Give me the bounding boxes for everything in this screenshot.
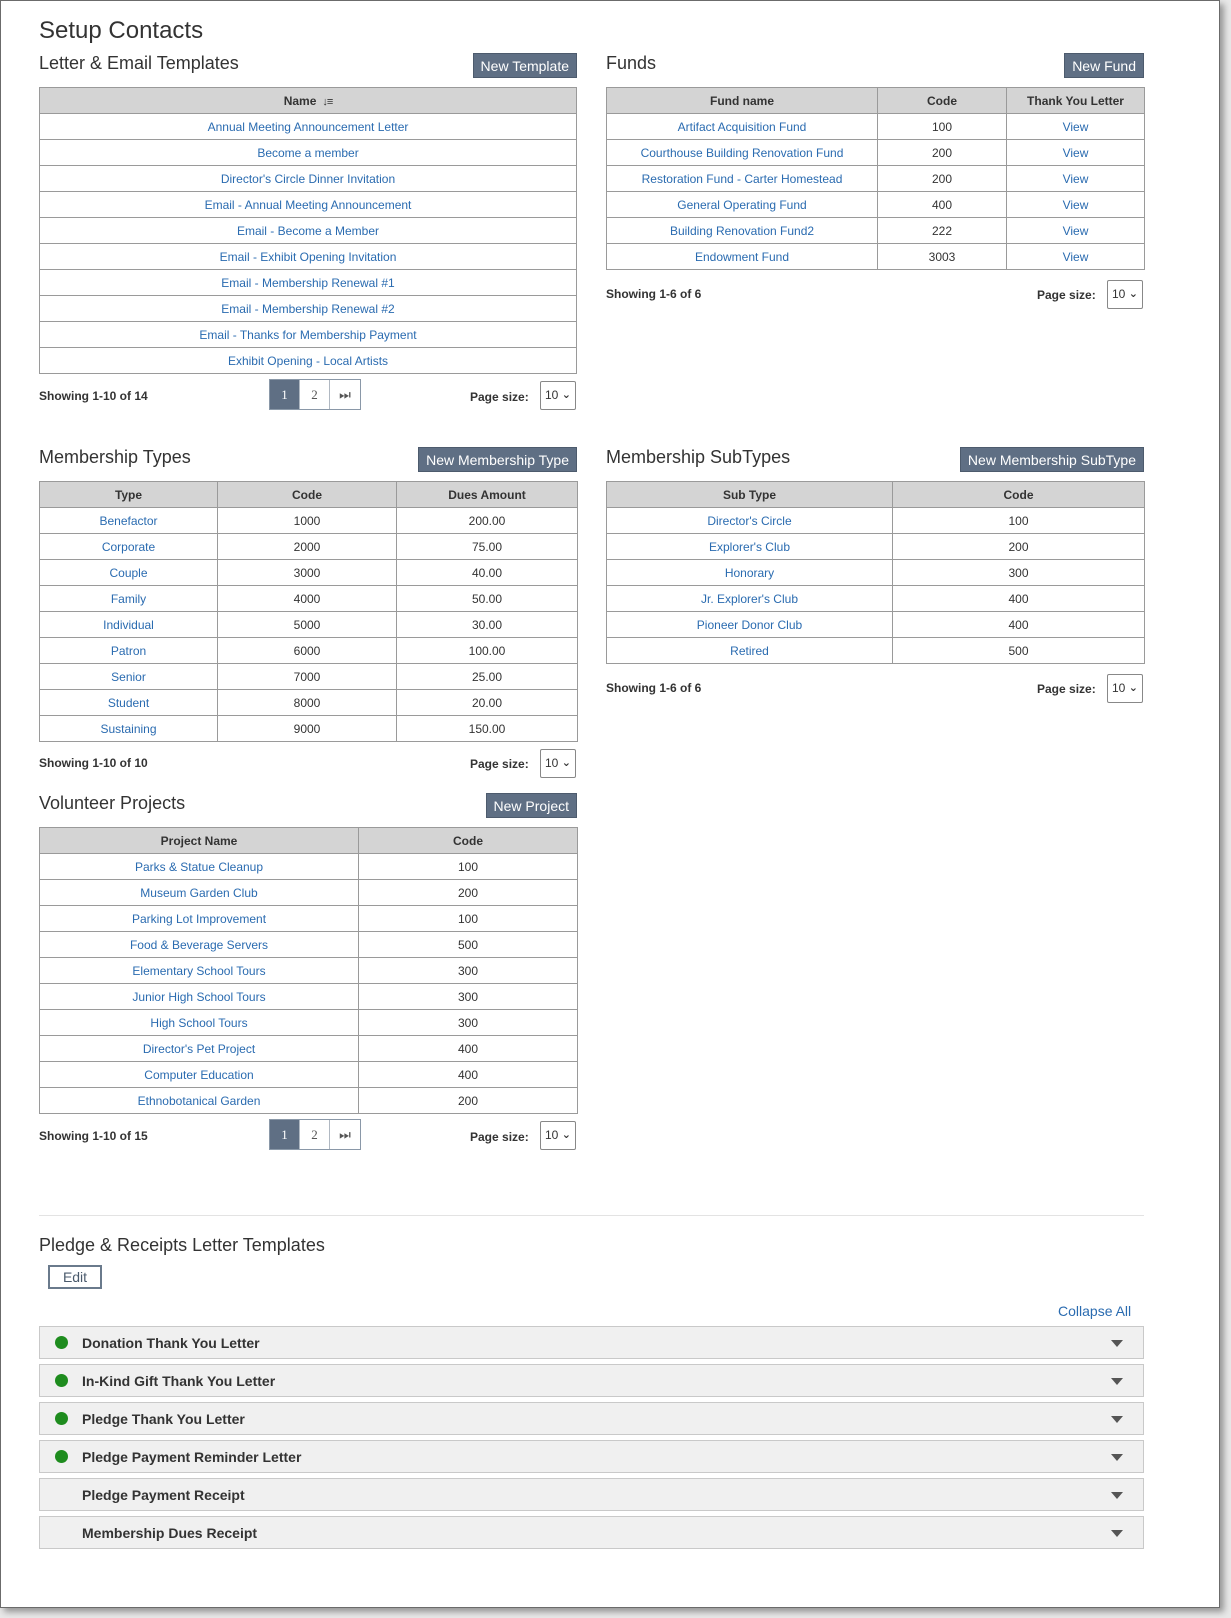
column-header-name[interactable] [40, 88, 577, 114]
table-cell [1007, 166, 1145, 192]
membership-type-code: 8000 [218, 690, 397, 716]
column-header-code[interactable]: Code [893, 482, 1145, 508]
dues-amount: 25.00 [397, 664, 578, 690]
table-cell [40, 560, 218, 586]
accordion-item-label: Pledge Payment Reminder Letter [82, 1449, 302, 1465]
table-cell [40, 1010, 359, 1036]
column-header-fund-name[interactable]: Fund name [607, 88, 878, 114]
table-row [40, 296, 577, 322]
table-row [607, 244, 1145, 270]
table-cell [607, 114, 878, 140]
membership-types-showing: Showing 1-10 of 10 [39, 756, 148, 770]
page-size-label: Page size: [470, 390, 529, 404]
table-row [40, 1036, 578, 1062]
fund-code: 100 [878, 114, 1007, 140]
table-cell [607, 560, 893, 586]
collapse-all-link[interactable]: Collapse All [1058, 1303, 1132, 1319]
table-row [607, 508, 1145, 534]
column-header-sub-type[interactable]: Sub Type [607, 482, 893, 508]
project-name-link[interactable]: Computer Education [144, 1067, 254, 1082]
membership-subtypes-section [606, 447, 1144, 707]
membership-type-code: 6000 [218, 638, 397, 664]
chevron-down-icon: ⌄ [561, 389, 571, 401]
membership-types-title: Membership Types [39, 447, 191, 467]
table-cell [1007, 140, 1145, 166]
table-row [40, 638, 578, 664]
table-row [607, 166, 1145, 192]
caret-down-icon[interactable] [1111, 1530, 1123, 1537]
view-letter-link[interactable]: View [1062, 249, 1089, 264]
template-link[interactable]: Become a member [257, 145, 359, 160]
funds-section [606, 53, 1144, 313]
accordion-item-label: Pledge Thank You Letter [82, 1411, 245, 1427]
membership-subtype-code: 300 [893, 560, 1145, 586]
sort-ascending-icon[interactable]: ↓≡ [322, 95, 333, 108]
dues-amount: 30.00 [397, 612, 578, 638]
column-header-type[interactable]: Type [40, 482, 218, 508]
caret-down-icon[interactable] [1111, 1416, 1123, 1423]
membership-subtype-code: 400 [893, 612, 1145, 638]
chevron-down-icon: ⌄ [561, 1129, 571, 1141]
volunteer-projects-showing: Showing 1-10 of 15 [39, 1129, 148, 1143]
table-cell [40, 114, 577, 140]
table-row [40, 192, 577, 218]
table-row [40, 322, 577, 348]
chevron-down-icon: ⌄ [1128, 682, 1138, 694]
table-row [40, 534, 578, 560]
templates-title: Letter & Email Templates [39, 53, 239, 73]
membership-types-table [39, 481, 578, 742]
table-cell [40, 348, 577, 374]
membership-subtype-code: 200 [893, 534, 1145, 560]
table-cell [40, 218, 577, 244]
table-cell [1007, 192, 1145, 218]
template-link[interactable]: Email - Thanks for Membership Payment [199, 327, 417, 342]
membership-type-link[interactable]: Sustaining [100, 721, 157, 736]
status-dot-icon [55, 1412, 68, 1425]
table-cell [40, 880, 359, 906]
page-size-label: Page size: [470, 757, 529, 771]
membership-types-section [39, 447, 577, 779]
table-cell [40, 906, 359, 932]
caret-down-icon[interactable] [1111, 1454, 1123, 1461]
table-cell [607, 166, 878, 192]
view-letter-link[interactable]: View [1062, 197, 1089, 212]
membership-subtype-code: 400 [893, 586, 1145, 612]
page-1-button[interactable]: 1 [270, 380, 300, 409]
membership-subtype-code: 500 [893, 638, 1145, 664]
project-code: 400 [359, 1036, 578, 1062]
table-cell [1007, 218, 1145, 244]
section-divider [39, 1215, 1144, 1216]
table-cell [40, 322, 577, 348]
membership-subtypes-title: Membership SubTypes [606, 447, 791, 467]
status-dot-icon [55, 1450, 68, 1463]
table-row [40, 664, 578, 690]
accordion-item[interactable] [39, 1402, 1144, 1435]
table-cell [40, 534, 218, 560]
accordion-item[interactable] [39, 1516, 1144, 1549]
table-row [607, 586, 1145, 612]
table-row [40, 958, 578, 984]
table-cell [40, 244, 577, 270]
project-name-link[interactable]: Elementary School Tours [132, 963, 266, 978]
fund-code: 3003 [878, 244, 1007, 270]
project-name-link[interactable]: Junior High School Tours [132, 989, 266, 1004]
volunteer-projects-pager [269, 1119, 361, 1150]
page-size-label: Page size: [1037, 682, 1096, 696]
table-row [40, 114, 577, 140]
table-row [40, 560, 578, 586]
table-cell [40, 586, 218, 612]
dues-amount: 20.00 [397, 690, 578, 716]
table-row [40, 586, 578, 612]
chevron-down-icon: ⌄ [1128, 288, 1138, 300]
membership-type-link[interactable]: Senior [111, 669, 146, 684]
project-name-link[interactable]: Director's Pet Project [142, 1041, 256, 1056]
table-row [607, 192, 1145, 218]
membership-type-code: 5000 [218, 612, 397, 638]
page-size-value: 10 [545, 756, 559, 770]
membership-subtypes-showing: Showing 1-6 of 6 [606, 681, 702, 695]
templates-table [39, 87, 577, 374]
table-row [40, 690, 578, 716]
membership-type-code: 7000 [218, 664, 397, 690]
fund-name-link[interactable]: Endowment Fund [694, 249, 790, 264]
table-cell [40, 854, 359, 880]
table-cell [40, 612, 218, 638]
dues-amount: 50.00 [397, 586, 578, 612]
table-cell [607, 534, 893, 560]
dues-amount: 75.00 [397, 534, 578, 560]
chevron-down-icon: ⌄ [561, 757, 571, 769]
accordion-item[interactable] [39, 1440, 1144, 1473]
fund-name-link[interactable]: Restoration Fund - Carter Homestead [641, 171, 843, 186]
new-membership-type-button[interactable]: New Membership Type [418, 447, 577, 472]
accordion-item[interactable] [39, 1326, 1144, 1359]
table-row [40, 906, 578, 932]
table-cell [607, 612, 893, 638]
new-template-button[interactable]: New Template [473, 53, 577, 78]
dues-amount: 40.00 [397, 560, 578, 586]
page-size-label: Page size: [1037, 288, 1096, 302]
caret-down-icon[interactable] [1111, 1378, 1123, 1385]
table-cell [607, 244, 878, 270]
table-row [607, 534, 1145, 560]
table-cell [40, 166, 577, 192]
table-row [40, 244, 577, 270]
project-code: 100 [359, 854, 578, 880]
membership-subtype-link[interactable]: Retired [730, 643, 769, 658]
funds-table [606, 87, 1145, 270]
fund-code: 200 [878, 140, 1007, 166]
page-title: Setup Contacts [39, 17, 204, 44]
table-row [40, 1062, 578, 1088]
dues-amount: 100.00 [397, 638, 578, 664]
table-cell [40, 716, 218, 742]
template-link[interactable]: Exhibit Opening - Local Artists [227, 353, 389, 368]
table-cell [40, 690, 218, 716]
table-row [607, 218, 1145, 244]
project-code: 300 [359, 984, 578, 1010]
table-row [607, 612, 1145, 638]
column-header-code[interactable]: Code [878, 88, 1007, 114]
page-size-value: 10 [545, 388, 559, 402]
membership-subtype-code: 100 [893, 508, 1145, 534]
dues-amount: 150.00 [397, 716, 578, 742]
template-link[interactable]: Email - Membership Renewal #2 [221, 301, 395, 316]
project-code: 200 [359, 1088, 578, 1114]
membership-type-link[interactable]: Individual [103, 617, 154, 632]
table-row [40, 348, 577, 374]
fund-code: 400 [878, 192, 1007, 218]
caret-down-icon[interactable] [1111, 1340, 1123, 1347]
project-name-link[interactable]: Ethnobotanical Garden [137, 1093, 261, 1108]
templates-section [39, 53, 577, 413]
membership-subtype-link[interactable]: Honorary [724, 565, 775, 580]
column-header-dues-amount[interactable]: Dues Amount [397, 482, 578, 508]
fund-code: 222 [878, 218, 1007, 244]
funds-showing: Showing 1-6 of 6 [606, 287, 702, 301]
view-letter-link[interactable]: View [1062, 223, 1089, 238]
page-size-select[interactable] [1107, 674, 1143, 703]
project-name-link[interactable]: Museum Garden Club [140, 885, 258, 900]
table-cell [607, 508, 893, 534]
table-cell [40, 984, 359, 1010]
column-header-label: Name [283, 93, 317, 108]
membership-type-link[interactable]: Couple [109, 565, 148, 580]
table-row [40, 1010, 578, 1036]
membership-type-code: 1000 [218, 508, 397, 534]
accordion-item[interactable] [39, 1364, 1144, 1397]
table-cell [40, 1062, 359, 1088]
volunteer-projects-title: Volunteer Projects [39, 793, 186, 813]
table-cell [40, 1088, 359, 1114]
table-cell [40, 638, 218, 664]
page-2-button[interactable]: 2 [300, 380, 330, 409]
page-size-select[interactable] [540, 1121, 576, 1150]
caret-down-icon[interactable] [1111, 1492, 1123, 1499]
table-cell [1007, 114, 1145, 140]
project-code: 500 [359, 932, 578, 958]
table-cell [40, 296, 577, 322]
membership-subtype-link[interactable]: Director's Circle [707, 513, 792, 528]
volunteer-projects-table [39, 827, 578, 1114]
status-dot-icon [55, 1374, 68, 1387]
accordion-item-label: Membership Dues Receipt [82, 1525, 258, 1541]
table-row [40, 166, 577, 192]
table-row [607, 560, 1145, 586]
new-membership-subtype-button[interactable]: New Membership SubType [960, 447, 1144, 472]
project-name-link[interactable]: Food & Beverage Servers [129, 937, 269, 952]
membership-type-link[interactable]: Benefactor [99, 513, 158, 528]
view-letter-link[interactable]: View [1062, 171, 1089, 186]
fund-name-link[interactable]: Building Renovation Fund2 [669, 223, 815, 238]
page-size-select[interactable] [540, 381, 576, 410]
page-size-value: 10 [1112, 681, 1126, 695]
table-cell [40, 270, 577, 296]
templates-showing: Showing 1-10 of 14 [39, 389, 148, 403]
view-letter-link[interactable]: View [1062, 145, 1089, 160]
page-size-select[interactable] [540, 749, 576, 778]
table-cell [607, 218, 878, 244]
table-cell [40, 508, 218, 534]
column-header-code[interactable]: Code [218, 482, 397, 508]
edit-button[interactable]: Edit [48, 1265, 102, 1289]
templates-pager [269, 379, 361, 410]
template-link[interactable]: Email - Annual Meeting Announcement [204, 197, 412, 212]
last-page-icon[interactable]: ⏭ [330, 1120, 360, 1149]
table-row [40, 984, 578, 1010]
fund-name-link[interactable]: Courthouse Building Renovation Fund [640, 145, 844, 160]
project-code: 100 [359, 906, 578, 932]
table-row [40, 140, 577, 166]
accordion-item-label: Donation Thank You Letter [82, 1335, 260, 1351]
membership-subtypes-table [606, 481, 1145, 664]
membership-type-code: 4000 [218, 586, 397, 612]
project-name-link[interactable]: Parks & Statue Cleanup [134, 859, 264, 874]
membership-type-link[interactable]: Corporate [101, 539, 156, 554]
fund-code: 200 [878, 166, 1007, 192]
table-cell [40, 664, 218, 690]
table-cell [1007, 244, 1145, 270]
table-cell [607, 140, 878, 166]
new-project-button[interactable]: New Project [486, 793, 577, 818]
table-row [40, 1088, 578, 1114]
status-dot-icon [55, 1336, 68, 1349]
column-header-project-name[interactable]: Project Name [40, 828, 359, 854]
new-fund-button[interactable]: New Fund [1064, 53, 1144, 78]
project-code: 300 [359, 1010, 578, 1036]
table-row [40, 716, 578, 742]
project-code: 400 [359, 1062, 578, 1088]
project-name-link[interactable]: High School Tours [150, 1015, 248, 1030]
template-link[interactable]: Director's Circle Dinner Invitation [220, 171, 396, 186]
dues-amount: 200.00 [397, 508, 578, 534]
template-link[interactable]: Annual Meeting Announcement Letter [207, 119, 409, 134]
last-page-icon[interactable]: ⏭ [330, 380, 360, 409]
membership-type-code: 2000 [218, 534, 397, 560]
membership-subtype-link[interactable]: Pioneer Donor Club [696, 617, 803, 632]
table-cell [40, 958, 359, 984]
table-row [40, 612, 578, 638]
membership-type-code: 3000 [218, 560, 397, 586]
table-row [40, 854, 578, 880]
view-letter-link[interactable]: View [1062, 119, 1089, 134]
project-name-link[interactable]: Parking Lot Improvement [131, 911, 267, 926]
table-cell [607, 586, 893, 612]
table-cell [40, 140, 577, 166]
membership-type-link[interactable]: Student [107, 695, 150, 710]
table-cell [40, 1036, 359, 1062]
accordion-item-label: Pledge Payment Receipt [82, 1487, 245, 1503]
table-row [40, 508, 578, 534]
funds-title: Funds [606, 53, 657, 73]
membership-type-code: 9000 [218, 716, 397, 742]
page-size-value: 10 [1112, 287, 1126, 301]
table-cell [40, 192, 577, 218]
membership-type-link[interactable]: Family [110, 591, 147, 606]
page-1-button[interactable]: 1 [270, 1120, 300, 1149]
table-row [607, 140, 1145, 166]
template-link[interactable]: Email - Become a Member [236, 223, 380, 238]
page-size-value: 10 [545, 1128, 559, 1142]
table-row [40, 270, 577, 296]
template-link[interactable]: Email - Exhibit Opening Invitation [219, 249, 397, 264]
accordion-item[interactable] [39, 1478, 1144, 1511]
membership-subtype-link[interactable]: Jr. Explorer's Club [701, 591, 798, 606]
column-header-thank-you-letter[interactable]: Thank You Letter [1007, 88, 1145, 114]
page-size-label: Page size: [470, 1130, 529, 1144]
page-size-select[interactable] [1107, 280, 1143, 309]
membership-type-link[interactable]: Patron [110, 643, 147, 658]
table-row [40, 218, 577, 244]
table-row [607, 114, 1145, 140]
table-cell [40, 932, 359, 958]
column-header-code[interactable]: Code [359, 828, 578, 854]
table-cell [607, 638, 893, 664]
fund-name-link[interactable]: Artifact Acquisition Fund [677, 119, 807, 134]
project-code: 300 [359, 958, 578, 984]
table-row [607, 638, 1145, 664]
membership-subtype-link[interactable]: Explorer's Club [709, 539, 790, 554]
page-2-button[interactable]: 2 [300, 1120, 330, 1149]
pledge-title: Pledge & Receipts Letter Templates [39, 1235, 325, 1255]
template-link[interactable]: Email - Membership Renewal #1 [221, 275, 395, 290]
table-row [40, 932, 578, 958]
accordion-item-label: In-Kind Gift Thank You Letter [82, 1373, 276, 1389]
table-row [40, 880, 578, 906]
table-cell [607, 192, 878, 218]
fund-name-link[interactable]: General Operating Fund [677, 197, 807, 212]
volunteer-projects-section [39, 793, 577, 1153]
project-code: 200 [359, 880, 578, 906]
